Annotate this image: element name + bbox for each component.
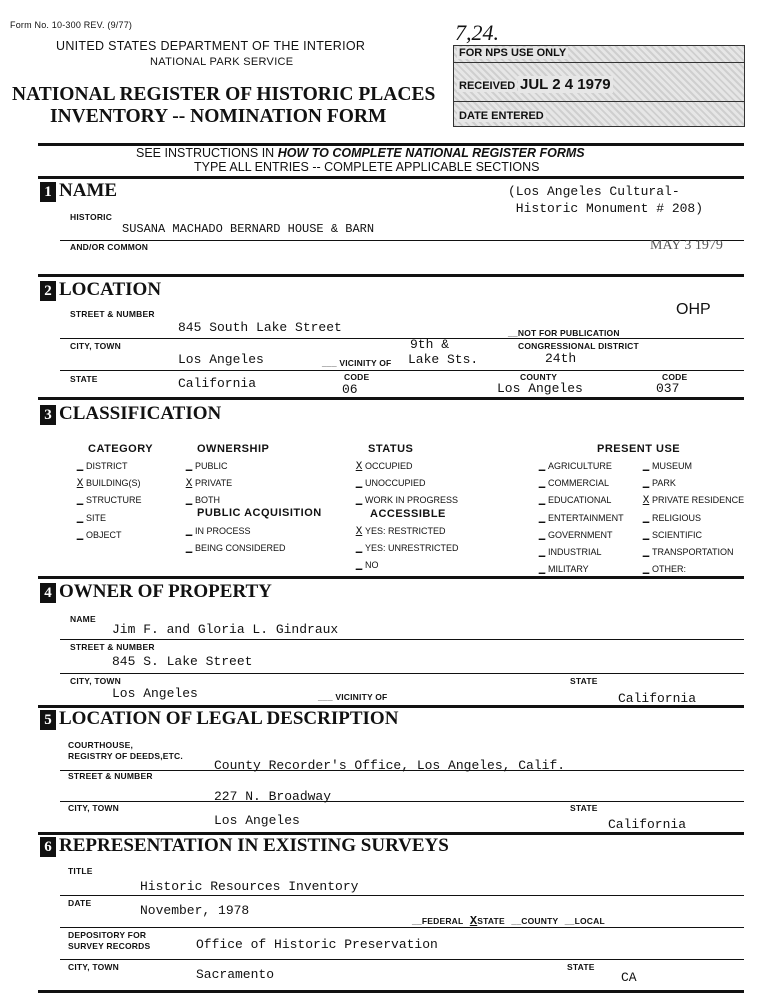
checkbox-label: STRUCTURE	[86, 495, 142, 506]
nps-use-box	[453, 45, 745, 127]
checkbox-label: UNOCCUPIED	[365, 478, 426, 489]
checkbox-mark[interactable]: _	[185, 543, 193, 556]
checkbox-option[interactable]	[640, 544, 744, 561]
stamp-divider	[454, 101, 744, 102]
checkbox-mark[interactable]: _	[76, 529, 84, 542]
checkbox-label: IN PROCESS	[195, 526, 251, 536]
checkbox-option[interactable]	[536, 544, 624, 561]
vicinity-label: ___ VICINITY OF	[322, 358, 392, 368]
section-number: 1	[40, 182, 56, 202]
department-name: UNITED STATES DEPARTMENT OF THE INTERIOR	[56, 39, 366, 53]
section-number: 3	[40, 405, 56, 425]
service-name: NATIONAL PARK SERVICE	[150, 56, 294, 68]
checkbox-label: OBJECT	[86, 529, 122, 540]
acquisition-options	[183, 523, 286, 557]
accessible-heading: ACCESSIBLE	[370, 508, 446, 520]
vicinity-field-line1[interactable]: 9th &	[410, 337, 450, 352]
county-code-label: CODE	[662, 372, 688, 382]
field-line	[60, 801, 744, 802]
instructions-line2: TYPE ALL ENTRIES -- COMPLETE APPLICABLE SECTIONS	[194, 160, 540, 174]
checkbox-mark[interactable]: _	[642, 478, 650, 491]
checkbox-mark[interactable]: _	[642, 529, 650, 542]
vicinity-field-line2[interactable]: Lake Sts.	[408, 352, 479, 367]
owner-name-label: NAME	[70, 614, 96, 624]
owner-city-field[interactable]: Los Angeles	[112, 686, 198, 701]
depository-field[interactable]: Office of Historic Preservation	[196, 937, 438, 952]
field-line	[60, 770, 744, 771]
checkbox-mark[interactable]: X	[76, 478, 84, 491]
state-level-option[interactable]: STATE	[477, 916, 505, 926]
accessible-options	[353, 523, 459, 575]
checkbox-mark[interactable]: _	[355, 560, 363, 573]
checkbox-label: YES: UNRESTRICTED	[365, 543, 459, 554]
name-note: (Los Angeles Cultural- Historic Monument # 208)	[508, 184, 704, 216]
present-use-options-col2	[640, 458, 744, 578]
ownership-options	[183, 458, 232, 510]
ownership-heading: OWNERSHIP	[197, 443, 270, 455]
owner-state-label: STATE	[570, 676, 598, 686]
checkbox-label: ENTERTAINMENT	[548, 512, 624, 523]
courthouse-field[interactable]: County Recorder's Office, Los Angeles, Calif.	[214, 758, 566, 773]
checkbox-mark[interactable]: _	[185, 461, 193, 473]
section-2-heading: 2 LOCATION	[40, 279, 161, 301]
status-options	[353, 458, 458, 510]
field-line	[60, 338, 744, 339]
checkbox-option[interactable]	[640, 510, 744, 527]
checkbox-label: SCIENTIFIC	[652, 529, 703, 540]
checkbox-label: OCCUPIED	[365, 461, 413, 471]
depository-label-line1: DEPOSITORY FOR	[68, 930, 147, 940]
checkbox-mark[interactable]: _	[538, 512, 546, 525]
divider	[38, 176, 744, 179]
checkbox-option[interactable]	[640, 458, 744, 475]
legal-city-field[interactable]: Los Angeles	[214, 813, 300, 828]
checkbox-mark[interactable]: _	[538, 495, 546, 508]
checkbox-option[interactable]	[353, 458, 458, 475]
city-field[interactable]: Los Angeles	[178, 352, 264, 367]
owner-vicinity-label: ___ VICINITY OF	[318, 692, 388, 702]
checkbox-label: BEING CONSIDERED	[195, 543, 286, 554]
checkbox-label: BUILDING(S)	[86, 478, 141, 489]
field-line	[60, 959, 744, 960]
state-code-field[interactable]: 06	[342, 382, 358, 397]
section-number: 2	[40, 281, 56, 301]
field-line	[60, 673, 744, 674]
depository-state-label: STATE	[567, 962, 595, 972]
checkbox-label: COMMERCIAL	[548, 478, 610, 489]
checkbox-option[interactable]	[536, 475, 624, 492]
owner-name-field[interactable]: Jim F. and Gloria L. Gindraux	[112, 622, 339, 637]
checkbox-label: EDUCATIONAL	[548, 495, 612, 506]
checkbox-option[interactable]	[353, 540, 459, 557]
checkbox-label: PARK	[652, 478, 676, 489]
checkbox-label: NO	[365, 560, 379, 571]
checkbox-mark[interactable]: X	[355, 526, 363, 538]
public-acquisition-heading: PUBLIC ACQUISITION	[197, 507, 322, 519]
status-heading: STATUS	[368, 443, 414, 455]
checkbox-mark[interactable]: _	[76, 461, 84, 473]
checkbox-option[interactable]	[353, 492, 458, 509]
checkbox-mark[interactable]: _	[355, 495, 363, 508]
survey-title-label: TITLE	[68, 866, 93, 876]
handwritten-number: 7,24.	[455, 20, 499, 45]
street-label: STREET & NUMBER	[70, 309, 155, 319]
owner-state-field[interactable]: California	[618, 691, 697, 706]
checkbox-option[interactable]	[536, 492, 624, 509]
county-field[interactable]: Los Angeles	[497, 381, 583, 396]
county-label: COUNTY	[520, 372, 558, 382]
checkbox-option[interactable]	[183, 475, 232, 492]
checkbox-option[interactable]	[353, 557, 459, 574]
checkbox-option[interactable]	[640, 527, 744, 544]
depository-city-label: CITY, TOWN	[68, 962, 119, 972]
checkbox-option[interactable]	[640, 492, 744, 509]
county-code-field[interactable]: 037	[656, 381, 680, 396]
category-options	[74, 458, 142, 544]
divider	[38, 576, 744, 579]
checkbox-mark[interactable]: _	[538, 478, 546, 491]
not-for-publication-label: __NOT FOR PUBLICATION	[508, 328, 620, 338]
code-label: CODE	[344, 372, 370, 382]
checkbox-label: YES: RESTRICTED	[365, 526, 446, 536]
form-title-line1: NATIONAL REGISTER OF HISTORIC PLACES	[12, 84, 436, 105]
field-line	[60, 639, 744, 640]
checkbox-option[interactable]	[353, 475, 458, 492]
survey-date-field[interactable]: November, 1978	[140, 903, 250, 918]
checkbox-option[interactable]	[74, 510, 142, 527]
checkbox-mark[interactable]: _	[355, 478, 363, 491]
section-4-heading: 4 OWNER OF PROPERTY	[40, 581, 272, 603]
date-entered-label: DATE ENTERED	[459, 110, 544, 122]
checkbox-option[interactable]	[74, 458, 142, 475]
checkbox-option[interactable]	[640, 475, 744, 492]
checkbox-option[interactable]	[183, 458, 232, 475]
owner-city-label: CITY, TOWN	[70, 676, 121, 686]
survey-title-field[interactable]: Historic Resources Inventory	[140, 879, 359, 894]
form-title-line2: INVENTORY -- NOMINATION FORM	[50, 106, 387, 127]
stamp-divider	[454, 62, 744, 63]
checkbox-mark[interactable]: _	[642, 512, 650, 525]
checkbox-option[interactable]	[536, 510, 624, 527]
checkbox-option[interactable]	[536, 527, 624, 544]
section-1-heading: 1 NAME	[40, 180, 117, 202]
category-heading: CATEGORY	[88, 443, 154, 455]
section-number: 5	[40, 710, 56, 730]
congressional-district-label: CONGRESSIONAL DISTRICT	[518, 341, 639, 351]
congressional-district-field[interactable]: 24th	[545, 351, 577, 366]
checkbox-label: TRANSPORTATION	[652, 547, 734, 558]
checkbox-label: MILITARY	[548, 564, 589, 575]
city-label: CITY, TOWN	[70, 341, 121, 351]
checkbox-option[interactable]	[74, 492, 142, 509]
legal-street-label: STREET & NUMBER	[68, 771, 153, 781]
checkbox-mark[interactable]: _	[355, 543, 363, 556]
checkbox-mark[interactable]: X	[185, 478, 193, 491]
courthouse-label-line2: REGISTRY OF DEEDS,ETC.	[68, 751, 183, 761]
checkbox-mark[interactable]: X	[642, 495, 650, 508]
section-number: 6	[40, 837, 56, 857]
nps-use-only-label: FOR NPS USE ONLY	[459, 47, 567, 59]
checkbox-mark[interactable]: _	[76, 512, 84, 525]
historic-label: HISTORIC	[70, 212, 113, 222]
depository-city-field[interactable]: Sacramento	[196, 967, 275, 982]
federal-option[interactable]: __FEDERAL	[412, 916, 464, 926]
checkbox-label: AGRICULTURE	[548, 461, 612, 471]
divider	[38, 397, 744, 400]
section-6-heading: 6 REPRESENTATION IN EXISTING SURVEYS	[40, 835, 449, 857]
section-3-heading: 3 CLASSIFICATION	[40, 403, 221, 425]
checkbox-option[interactable]	[353, 523, 459, 540]
county-option[interactable]: __COUNTY	[511, 916, 559, 926]
checkbox-mark[interactable]: _	[185, 526, 193, 538]
checkbox-label: INDUSTRIAL	[548, 547, 602, 558]
section-number: 4	[40, 583, 56, 603]
partial-stamp: MAY 3 1979	[650, 238, 723, 253]
divider	[38, 274, 744, 277]
checkbox-mark[interactable]: _	[538, 461, 546, 473]
checkbox-mark[interactable]: _	[76, 495, 84, 508]
street-field[interactable]: 845 South Lake Street	[178, 320, 342, 335]
checkbox-label: DISTRICT	[86, 461, 128, 471]
owner-street-field[interactable]: 845 S. Lake Street	[112, 654, 253, 669]
received-date: JUL 2 4 1979	[520, 76, 611, 93]
survey-level-options	[412, 914, 605, 928]
checkbox-mark[interactable]: _	[642, 461, 650, 473]
received-label: RECEIVED	[459, 80, 516, 92]
depository-label-line2: SURVEY RECORDS	[68, 941, 151, 951]
state-field[interactable]: California	[178, 376, 257, 391]
checkbox-label: PRIVATE	[195, 478, 233, 489]
present-use-heading: PRESENT USE	[597, 443, 681, 455]
section-5-heading: 5 LOCATION OF LEGAL DESCRIPTION	[40, 708, 398, 730]
checkbox-mark[interactable]: _	[185, 495, 193, 508]
checkbox-option[interactable]	[183, 523, 286, 540]
common-name-label: AND/OR COMMON	[70, 242, 149, 252]
checkbox-label: MUSEUM	[652, 461, 692, 471]
checkbox-mark[interactable]: _	[538, 529, 546, 542]
field-line	[60, 240, 744, 241]
survey-date-label: DATE	[68, 898, 92, 908]
present-use-options-col1	[536, 458, 624, 578]
legal-city-label: CITY, TOWN	[68, 803, 119, 813]
checkbox-label: RELIGIOUS	[652, 512, 702, 523]
checkbox-option[interactable]	[74, 475, 142, 492]
checkbox-option[interactable]	[74, 527, 142, 544]
ohp-mark: OHP	[676, 301, 711, 318]
field-line	[60, 370, 744, 371]
legal-street-field[interactable]: 227 N. Broadway	[214, 789, 332, 804]
field-line	[60, 895, 744, 896]
checkbox-label: BOTH	[195, 495, 221, 506]
checkbox-label: WORK IN PROGRESS	[365, 495, 459, 506]
state-level-mark[interactable]: X	[469, 914, 478, 928]
checkbox-label: PRIVATE RESIDENCE	[652, 495, 745, 506]
checkbox-mark[interactable]: _	[642, 564, 650, 577]
checkbox-mark[interactable]: _	[642, 547, 650, 560]
checkbox-mark[interactable]: X	[355, 461, 363, 473]
checkbox-mark[interactable]: _	[538, 547, 546, 560]
legal-state-label: STATE	[570, 803, 598, 813]
owner-street-label: STREET & NUMBER	[70, 642, 155, 652]
depository-state-field[interactable]: CA	[621, 970, 637, 985]
checkbox-label: GOVERNMENT	[548, 529, 613, 540]
checkbox-label: PUBLIC	[195, 461, 228, 471]
historic-name-field[interactable]: SUSANA MACHADO BERNARD HOUSE & BARN	[122, 222, 375, 236]
field-line	[60, 927, 744, 928]
form-number: Form No. 10-300 REV. (9/77)	[10, 20, 133, 30]
checkbox-mark[interactable]: _	[538, 564, 546, 577]
checkbox-option[interactable]	[536, 458, 624, 475]
checkbox-label: SITE	[86, 512, 107, 523]
courthouse-label-line1: COURTHOUSE,	[68, 740, 134, 750]
checkbox-label: OTHER:	[652, 564, 687, 575]
instructions-line1: SEE INSTRUCTIONS IN HOW TO COMPLETE NATIONAL REGISTER FORMS	[136, 146, 585, 160]
local-option[interactable]: __LOCAL	[564, 916, 605, 926]
legal-state-field[interactable]: California	[608, 817, 687, 832]
divider	[38, 990, 744, 993]
checkbox-option[interactable]	[183, 540, 286, 557]
state-label: STATE	[70, 374, 98, 384]
checkbox-option[interactable]	[183, 492, 232, 509]
